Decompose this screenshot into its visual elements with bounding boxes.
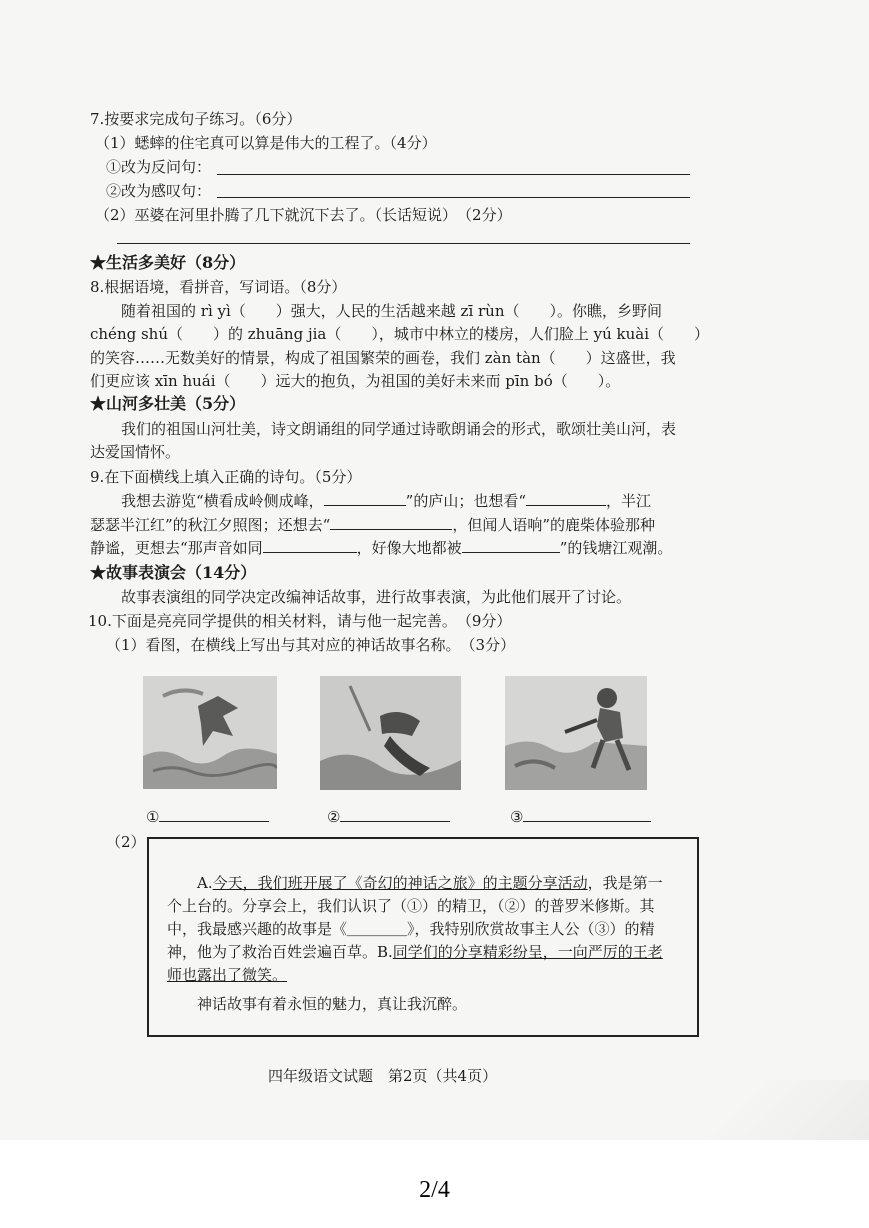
q7-answer-line-a[interactable] <box>217 174 690 175</box>
q9-blank-4[interactable] <box>263 537 357 553</box>
caption-2-blank[interactable] <box>340 806 450 822</box>
q9-line-3-a: 静谧，更想去“那声音如同 <box>90 539 263 557</box>
q9-line-2-b: ，但闻人语响”的鹿柴体验那种 <box>452 516 656 534</box>
myth-picture-1 <box>143 676 277 789</box>
q7-answer-line-c[interactable] <box>117 243 690 244</box>
q7-part1: （1）蟋蟀的住宅真可以算是伟大的工程了。（4分） <box>95 134 437 152</box>
page-indicator: 2/4 <box>419 1177 450 1203</box>
caption-2-number: ② <box>327 808 341 826</box>
q9-blank-2[interactable] <box>526 490 606 506</box>
section-heading-life: ★生活多美好（8分） <box>90 253 246 272</box>
q7-part1-a-label: ①改为反问句： <box>106 158 212 176</box>
picture-caption-3 <box>510 806 651 827</box>
section-heading-mountains: ★山河多壮美（5分） <box>90 394 246 413</box>
q9-line-1-b: ”的庐山；也想看“ <box>405 492 527 510</box>
passage-body: ，我是第一个上台的。分享会上，我们认识了（①）的精卫，（②）的普罗米修斯。其中，我最感兴趣的故事是《＿＿＿＿》，我特别欣赏故事主人公（③）的精神，他为了救治百姓尝遍百草。B. <box>167 874 663 961</box>
q9-title: 9.在下面横线上填入正确的诗句。（5分） <box>90 468 362 486</box>
passage-paragraph-2: 神话故事有着永恒的魅力，真让我沉醉。 <box>197 995 468 1013</box>
q8-line-1: 随着祖国的 rì yì（ ）强大，人民的生活越来越 zī rùn（ ）。你瞧，乡野间 <box>121 302 663 320</box>
passage-underlined-a: 今天，我们班开展了《奇幻的神话之旅》的主题分享活动 <box>212 874 588 892</box>
section2-intro-line-2: 达爱国情怀。 <box>90 443 181 461</box>
q10-part1: （1）看图，在横线上写出与其对应的神话故事名称。 （3分） <box>106 636 516 654</box>
section3-intro: 故事表演组的同学决定改编神话故事，进行故事表演，为此他们展开了讨论。 <box>121 588 632 606</box>
hero-with-torch-icon <box>505 676 647 790</box>
myth-picture-2 <box>320 676 461 790</box>
caption-1-blank[interactable] <box>159 806 269 822</box>
q8-line-4: 们更应该 xīn huái（ ）远大的抱负，为祖国的美好未来而 pīn bó（ ）。 <box>90 372 621 390</box>
q8-line-3: 的笑容……无数美好的情景，构成了祖国繁荣的画卷，我们 zàn tàn（ ）这盛世，我 <box>90 349 676 367</box>
myth-picture-3 <box>505 676 647 790</box>
page-footer: 四年级语文试题 第2页（共4页） <box>268 1067 498 1085</box>
bird-over-sea-icon <box>143 676 277 789</box>
q9-line-1 <box>121 490 651 511</box>
q9-line-3 <box>90 537 672 558</box>
q9-blank-5[interactable] <box>462 537 560 553</box>
q9-line-2 <box>90 514 655 535</box>
q9-blank-3[interactable] <box>330 514 452 530</box>
section-heading-story: ★故事表演会（14分） <box>90 563 257 582</box>
passage-box <box>147 837 699 1037</box>
caption-3-number: ③ <box>510 808 524 826</box>
q7-answer-line-b[interactable] <box>217 197 690 198</box>
caption-1-number: ① <box>146 808 160 826</box>
q9-line-1-c: ，半江 <box>606 492 652 510</box>
caption-3-blank[interactable] <box>523 806 651 822</box>
q10-part2-label: （2） <box>106 833 146 851</box>
passage-paragraph-1 <box>167 872 677 987</box>
picture-caption-2 <box>327 806 450 827</box>
section2-intro-line-1: 我们的祖国山河壮美，诗文朗诵组的同学通过诗歌朗诵会的形式，歌颂壮美山河，表 <box>121 420 677 438</box>
q9-line-2-a: 瑟瑟半江红”的秋江夕照图；还想去“ <box>90 516 331 534</box>
picture-caption-1 <box>146 806 269 827</box>
q9-blank-1[interactable] <box>324 490 406 506</box>
passage-label-a: A. <box>197 874 213 892</box>
scan-shadow <box>640 1080 869 1140</box>
q10-title: 10.下面是亮亮同学提供的相关材料，请与他一起完善。 （9分） <box>88 612 512 630</box>
q7-part1-b-label: ②改为感叹句： <box>106 182 212 200</box>
q9-line-3-b: ，好像大地都被 <box>356 539 462 557</box>
q9-line-1-a: 我想去游览“横看成岭侧成峰， <box>121 492 324 510</box>
q8-title: 8.根据语境，看拼音，写词语。（8分） <box>90 278 347 296</box>
q9-line-3-c: ”的钱塘江观潮。 <box>559 539 673 557</box>
flying-figure-icon <box>320 676 461 790</box>
q8-line-2: chéng shú（ ）的 zhuāng jia（ ），城市中林立的楼房，人们脸上 yú kuài（ ） <box>90 325 710 343</box>
q7-title: 7.按要求完成句子练习。（6分） <box>90 110 302 128</box>
passage-underlined-b: 同学们的分享精彩纷呈，一向严厉的王老师也露出了微笑。 <box>167 943 663 984</box>
q7-part2: （2）巫婆在河里扑腾了几下就沉下去了。（长话短说） （2分） <box>95 206 512 224</box>
